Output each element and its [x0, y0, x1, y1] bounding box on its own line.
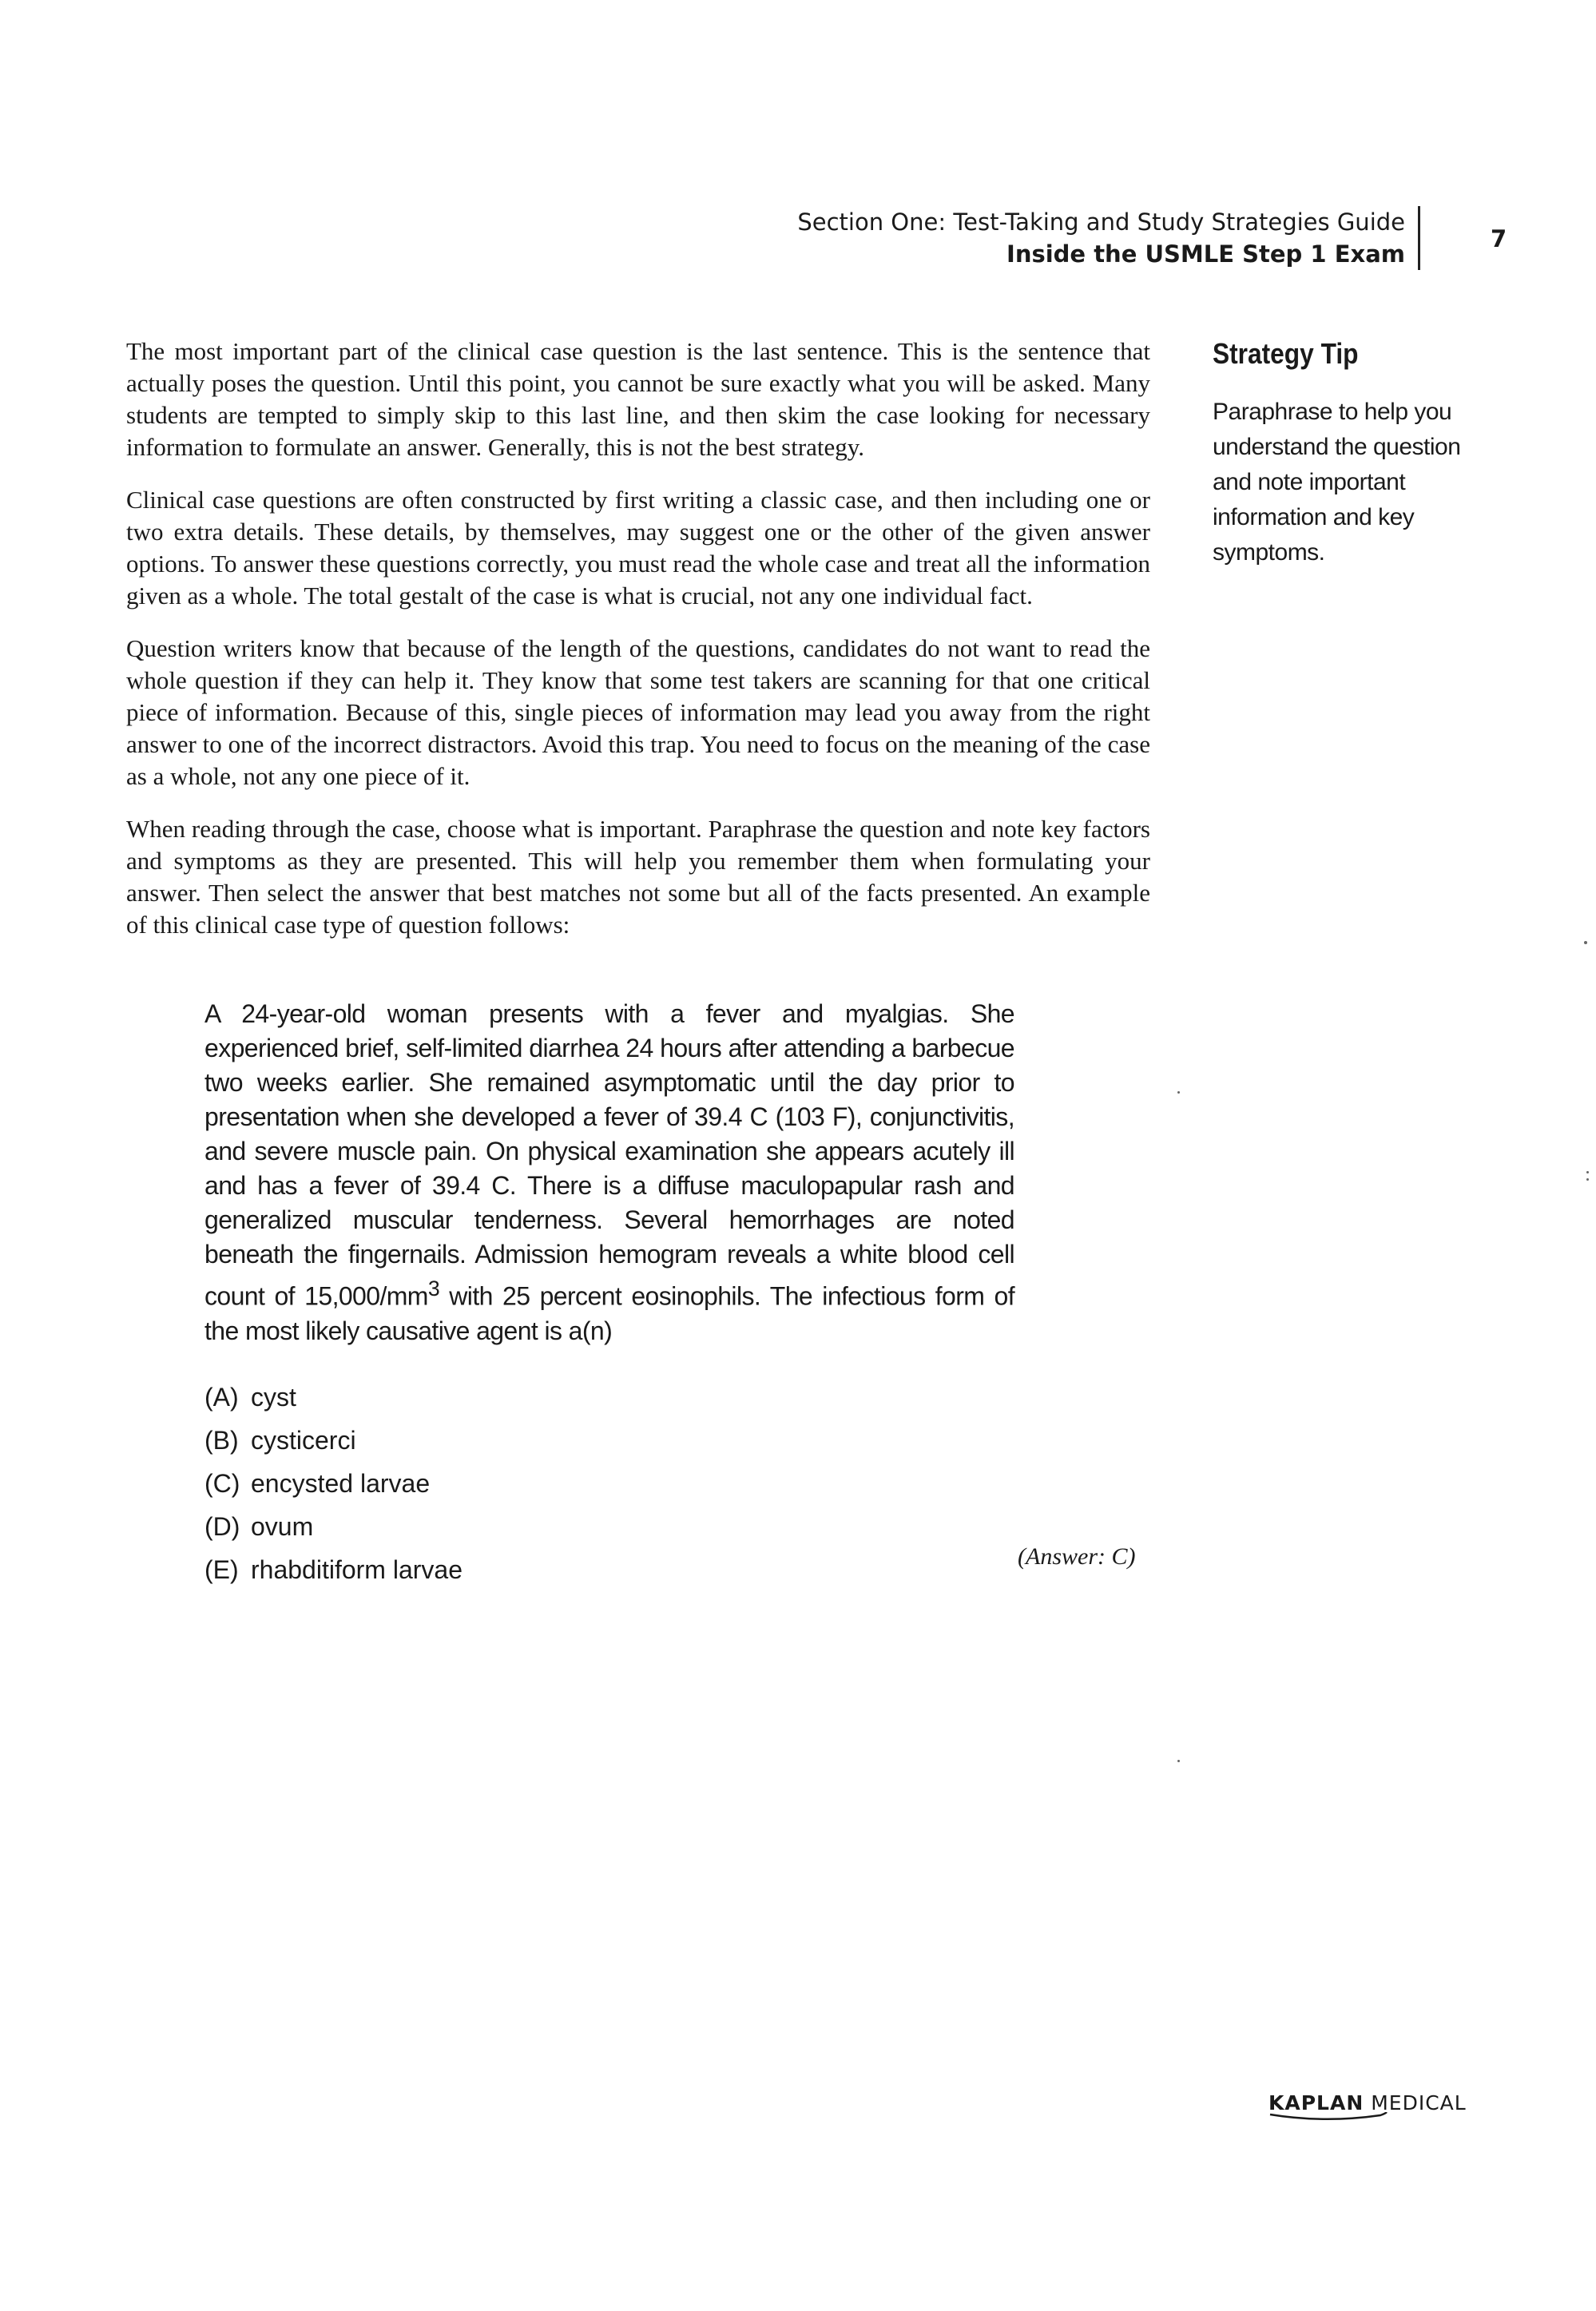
option-text: encysted larvae — [251, 1468, 431, 1498]
vignette-text: with 25 percent eosinophils. The infectious form of the most likely causative agent is a(n) — [204, 1281, 1014, 1345]
scan-speck — [1584, 941, 1587, 944]
strategy-tip-text: Paraphrase to help you understand the question and note important information and key symptoms. — [1213, 399, 1461, 566]
swoosh-icon — [1268, 2112, 1388, 2123]
body-text — [126, 336, 1150, 962]
vignette-text: A 24-year-old woman presents with a fever and myalgias. She experienced brief, self-limited diarrhea 24 hours after attending a barbecue two weeks earlier. She remained asymptomatic until the day prior to presentation when she developed a fever of 39.4 C (103 F), conjunctivitis, and severe muscle pain. On physical examination she appears acutely ill and has a fever of 39.4 C. There is a diffuse maculopapular rash and generalized muscular tenderness. Several hemorrhages are noted beneath the fingernails. Admission hemogram reveals a white blood cell count of 15,000/mm — [204, 999, 1014, 1311]
answer-option-c — [204, 1462, 1014, 1505]
paragraph: The most important part of the clinical case question is the last sentence. This is the sentence that actually poses the question. Until this point, you cannot be sure exactly what you will be asked. Many students are tempted to simply skip to this last line, and then skim the case looking for necessary information to formulate an answer. Generally, this is not the best strategy. — [126, 337, 1150, 461]
publisher-logo — [1268, 2091, 1467, 2114]
answer-option-e — [204, 1548, 1014, 1591]
brand-name: KAPLAN — [1268, 2091, 1364, 2114]
answer-options — [204, 1376, 1014, 1591]
answer-option-d — [204, 1505, 1014, 1548]
page-number: 7 — [1491, 225, 1507, 252]
scan-speck — [1586, 1178, 1589, 1181]
section-title: Section One: Test-Taking and Study Strategies Guide — [797, 208, 1405, 236]
option-letter: (C) — [204, 1468, 240, 1498]
scan-speck — [1586, 1171, 1589, 1173]
strategy-tip-title: Strategy Tip — [1213, 337, 1359, 370]
chapter-title: Inside the USMLE Step 1 Exam — [1006, 240, 1405, 268]
paragraph: Clinical case questions are often constructed by first writing a classic case, and then including one or two extra details. These details, by themselves, may suggest one or the other of the given answer options. To answer these questions correctly, you must read the whole case and treat all the information given as a whole. The total gestalt of the case is what is crucial, not any one individual fact. — [126, 486, 1150, 610]
scan-speck — [1177, 1091, 1180, 1094]
scan-speck — [1177, 1760, 1180, 1762]
kaplan-wordmark — [1268, 2091, 1364, 2114]
option-letter: (B) — [204, 1425, 239, 1455]
answer-key: (Answer: C) — [1018, 1543, 1136, 1570]
clinical-case-question — [204, 997, 1014, 1591]
option-text: cysticerci — [251, 1425, 356, 1455]
case-vignette — [204, 997, 1014, 1348]
brand-suffix: MEDICAL — [1371, 2091, 1467, 2114]
option-letter: (D) — [204, 1511, 240, 1541]
paragraph: When reading through the case, choose what is important. Paraphrase the question and note key factors and symptoms as they are presented. This will help you remember them when formulating your answer. Then select the answer that best matches not some but all of the facts presented. An example of this clinical case type of question follows: — [126, 815, 1150, 939]
answer-option-a — [204, 1376, 1014, 1419]
running-head — [797, 206, 1420, 270]
strategy-tip-sidebar — [1213, 337, 1500, 570]
option-text: rhabditiform larvae — [251, 1555, 463, 1584]
option-letter: (A) — [204, 1382, 239, 1412]
answer-option-b — [204, 1419, 1014, 1462]
option-text: ovum — [251, 1511, 314, 1541]
option-letter: (E) — [204, 1555, 239, 1584]
paragraph: Question writers know that because of the length of the questions, candidates do not want to read the whole question if they can help it. They know that some test takers are scanning for that one critical piece of information. Because of this, single pieces of information may lead you away from the right answer to one of the incorrect distractors. Avoid this trap. You need to focus on the meaning of the case as a whole, not any one piece of it. — [126, 634, 1150, 790]
vignette-superscript: 3 — [427, 1277, 440, 1300]
option-text: cyst — [251, 1382, 296, 1412]
